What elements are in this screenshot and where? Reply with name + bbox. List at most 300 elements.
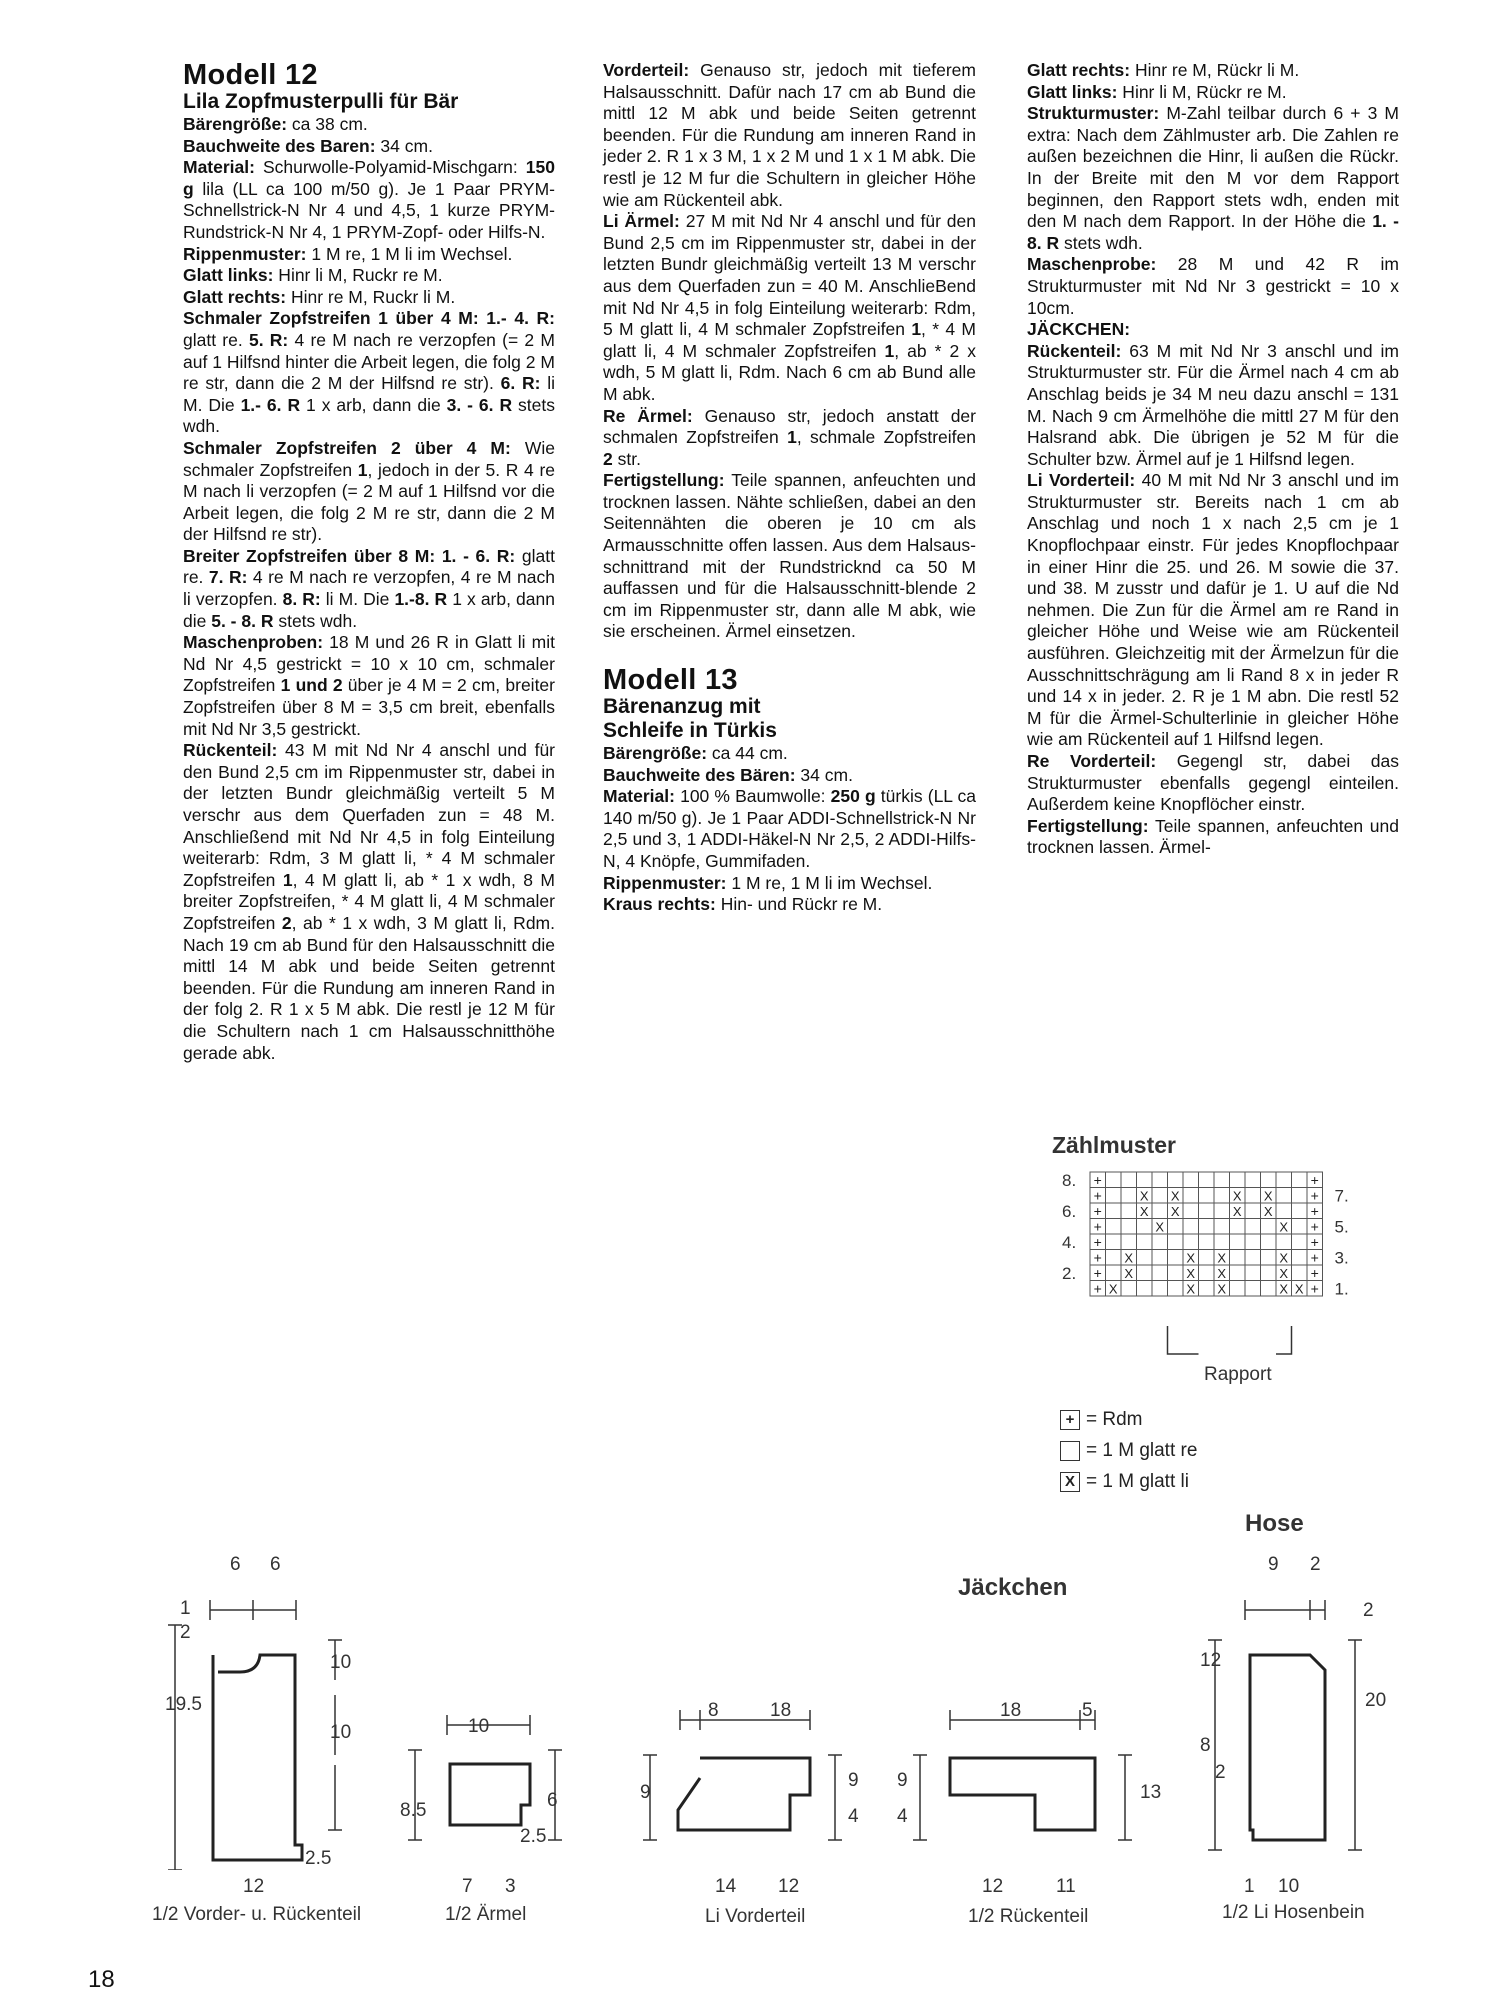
paragraph: [183, 740, 555, 1064]
chart-cell: [1106, 1234, 1122, 1250]
dim-label: 20: [1365, 1690, 1387, 1711]
edge-stitch-mark: +: [1093, 1171, 1102, 1188]
text-run: 28 M und 42 R im Strukturmuster mit Nd Nr 3 gestrickt = 10 x 10cm.: [1027, 254, 1399, 318]
chart-cell: [1137, 1281, 1153, 1297]
purl-stitch-mark: X: [1186, 1265, 1196, 1281]
chart-cell: [1261, 1281, 1277, 1297]
paragraph: [1027, 816, 1399, 859]
dim-label: 1: [180, 1598, 191, 1619]
term: Glatt links:: [183, 265, 274, 286]
purl-stitch-mark: X: [1279, 1265, 1289, 1281]
chart-cell: [1199, 1265, 1215, 1281]
chart-cell: [1106, 1188, 1122, 1204]
term: Schmaler Zopfstreifen 2 über 4 M:: [183, 437, 511, 458]
model-13-instructions: [1027, 60, 1399, 859]
term: Fertigstellung:: [1027, 815, 1149, 836]
chart-cell: [1292, 1250, 1308, 1266]
term: Rippenmuster:: [603, 872, 727, 893]
chart-cell: [1292, 1188, 1308, 1204]
paragraph: [183, 265, 555, 287]
chart-cell: [1276, 1188, 1292, 1204]
paragraph: [1027, 341, 1399, 471]
chart-cell: [1137, 1172, 1153, 1188]
dim-label: 12: [982, 1876, 1004, 1897]
text-run: Hinr re M, Rückr li M.: [1130, 60, 1300, 80]
chart-cell: [1152, 1234, 1168, 1250]
dim-label: 12: [243, 1876, 265, 1897]
chart-cell: [1276, 1203, 1292, 1219]
term: 7. R:: [208, 567, 248, 588]
dim-label: 8.5: [400, 1800, 427, 1821]
term: 150 g: [183, 157, 555, 199]
text-run: , * 4 M glatt li, 4 M schmaler Zopfstreifen: [603, 319, 976, 361]
dim-label: 13: [1140, 1782, 1162, 1803]
term: 8. R:: [282, 589, 321, 610]
term: Strukturmuster:: [1027, 103, 1160, 124]
chart-cell: [1183, 1188, 1199, 1204]
chart-cell: [1199, 1250, 1215, 1266]
model-12-subtitle: Lila Zopfmusterpulli für Bär: [183, 90, 459, 113]
edge-stitch-mark: +: [1310, 1280, 1319, 1297]
term: 3. - 6. R: [446, 394, 513, 415]
hose-title: Hose: [1245, 1510, 1304, 1537]
dim-label: 10: [330, 1722, 352, 1743]
edge-stitch-mark: +: [1310, 1202, 1319, 1219]
chart-cell: [1245, 1265, 1261, 1281]
chart-cell: [1276, 1234, 1292, 1250]
caption-left-front: Li Vorderteil: [705, 1906, 806, 1927]
model-13-subtitle: Bärenanzug mit Schleife in Türkis: [603, 695, 777, 743]
term: 5. - 8. R: [211, 610, 274, 631]
chart-cell: [1168, 1234, 1184, 1250]
paragraph: [603, 873, 976, 895]
purl-stitch-mark: X: [1232, 1203, 1242, 1219]
chart-cell: [1121, 1219, 1137, 1235]
term: 1. - 8. R: [1027, 211, 1399, 253]
dim-label: 10: [468, 1716, 490, 1737]
text-run: Genauso str, jedoch anstatt der schmalen Zopfstreifen: [603, 405, 976, 448]
chart-cell: [1214, 1188, 1230, 1204]
term: Bauchweite des Baren:: [183, 135, 376, 156]
term: 250 g: [830, 786, 876, 807]
term: Maschenprobe:: [1027, 254, 1157, 275]
term: Re Ärmel:: [603, 405, 693, 426]
purl-stitch-mark: X: [1279, 1219, 1289, 1235]
paragraph: [603, 60, 976, 211]
chart-cell: [1168, 1281, 1184, 1297]
chart-cell: [1261, 1265, 1277, 1281]
chart-cell: [1261, 1172, 1277, 1188]
dim-label: 12: [1200, 1650, 1222, 1671]
model-12-title: Modell 12: [183, 59, 318, 91]
edge-stitch-mark: +: [1093, 1264, 1102, 1281]
chart-cell: [1183, 1219, 1199, 1235]
edge-stitch-mark: +: [1310, 1249, 1319, 1266]
paragraph: [183, 632, 555, 740]
model-12-instructions: [183, 114, 555, 1064]
term: Rippenmuster:: [183, 243, 307, 264]
term: Rückenteil:: [183, 740, 278, 761]
term: 1.-8. R: [394, 589, 448, 610]
text-run: glatt re.: [183, 329, 249, 350]
caption-pant-leg: 1/2 Li Hosenbein: [1222, 1902, 1365, 1923]
chart-grid: [1062, 1171, 1349, 1354]
term: Material:: [183, 157, 255, 178]
text-run: Hin- und Rückr re M.: [715, 894, 883, 915]
model-13-materials: [603, 743, 976, 916]
chart-cell: [1152, 1250, 1168, 1266]
chart-cell: [1168, 1265, 1184, 1281]
edge-stitch-mark: +: [1093, 1233, 1102, 1250]
text-run: li M. Die: [183, 373, 555, 415]
term: 1: [911, 319, 922, 340]
text-run: über je 4 M = 2 cm, breiter Zopfstreifen über 8 M = 3,5 cm breit, ebenfalls mit Nd Nr 3,5 gestrickt.: [183, 675, 555, 739]
chart-cell: [1199, 1188, 1215, 1204]
dim-label: 11: [1056, 1876, 1076, 1897]
text-run: 4 re M nach re verzopfen, 4 re M nach li verzopfen.: [183, 567, 555, 610]
chart-cell: [1199, 1172, 1215, 1188]
column-3: [1027, 60, 1399, 859]
row-label-right: 3.: [1334, 1248, 1349, 1268]
dim-label: 4: [897, 1806, 908, 1827]
chart-cell: [1183, 1172, 1199, 1188]
chart-cell: [1230, 1219, 1246, 1235]
text-run: Genauso str, jedoch mit tieferem Halsausschnitt. Dafür nach 17 cm ab Bund die mittl 12 M abk und beide Seiten getrennt beenden. Für die Rundung am inneren Rand in jeder 2. R 1 x 3 M, 1 x 2 M und 1 x 1 M abk. Die restl je 12 M fur die Schultern in gleicher Höhe wie am Rückenteil abk.: [603, 60, 976, 210]
text-run: 63 M mit Nd Nr 3 anschl und im Strukturmuster str. Für die Ärmel nach 4 cm ab Anschlag beids je 34 M neu dazu anschl = 131 M. Nach 9 cm Ärmelhöhe die mittl 27 M für den Halsrand abk. Die übrigen je 52 M für die Schulter bzw. Ärmel auf je 1 Hilfsnd legen.: [1027, 340, 1399, 469]
caption-sleeve: 1/2 Ärmel: [445, 1904, 527, 1925]
text-run: stets wdh.: [183, 394, 555, 437]
purl-stitch-mark: X: [1279, 1281, 1289, 1297]
chart-cell: [1214, 1219, 1230, 1235]
legend-rdm: [1060, 1408, 1143, 1432]
text-run: Hinr li M, Ruckr re M.: [273, 265, 443, 286]
term: Bauchweite des Bären:: [603, 764, 796, 785]
dim-label: 3: [505, 1876, 516, 1897]
chart-cell: [1261, 1219, 1277, 1235]
chart-title: Zählmuster: [1052, 1132, 1176, 1158]
text-run: türkis (LL ca 140 m/50 g). Je 1 Paar ADDI-Schnellstrick-N Nr 2,5 und 3, 1 ADDI-Häkel-N Nr 2,5, 2 ADDI-Hilfs-N, 4 Knöpfe, Gummifaden.: [603, 786, 976, 871]
dim-label: 9: [897, 1770, 908, 1791]
purl-stitch-mark: X: [1170, 1188, 1180, 1204]
paragraph: [1027, 470, 1399, 751]
term: Fertigstellung:: [603, 470, 725, 491]
paragraph: [183, 546, 555, 632]
row-label-left: 6.: [1062, 1201, 1077, 1221]
chart-cell: [1292, 1172, 1308, 1188]
chart-cell: [1214, 1203, 1230, 1219]
term: Li Ärmel:: [603, 211, 680, 232]
term: 2: [281, 912, 292, 933]
chart-cell: [1106, 1203, 1122, 1219]
paragraph: [183, 157, 555, 243]
chart-cell: [1276, 1172, 1292, 1188]
sleeve-outline: [450, 1764, 530, 1825]
chart-cell: [1121, 1281, 1137, 1297]
chart-cell: [1137, 1234, 1153, 1250]
purl-stitch-mark: X: [1124, 1250, 1134, 1266]
chart-cell: [1230, 1172, 1246, 1188]
text-run: 27 M mit Nd Nr 4 anschl und für den Bund 2,5 cm im Rippenmuster str, dabei in der letzten Bundr gleichmäßig verteilt 13 M verschr aus dem Querfaden zun = 40 M. AnschlieBend mit Nd Nr 4,5 in folg Einteilung weiterarb: Rdm, 5 M glatt li, 4 M schmaler Zopfstreifen: [603, 211, 976, 340]
chart-cell: [1168, 1250, 1184, 1266]
text-run: str.: [612, 448, 641, 469]
chart-cell: [1168, 1172, 1184, 1188]
edge-stitch-mark: +: [1310, 1218, 1319, 1235]
row-label-right: 1.: [1334, 1279, 1349, 1299]
term: Glatt rechts:: [183, 286, 287, 307]
chart-cell: [1152, 1281, 1168, 1297]
dim-label: 9: [1268, 1554, 1279, 1575]
text-run: 34 cm.: [795, 764, 853, 785]
text-run: stets wdh.: [1059, 232, 1143, 253]
text-run: Teile spannen, anfeuchten und trocknen lassen. Ärmel-: [1027, 815, 1399, 858]
text-run: 18 M und 26 R in Glatt li mit Nd Nr 4,5 gestrickt = 10 x 10 cm, schmaler Zopfstreifen: [183, 632, 555, 696]
text-run: Gegengl str, dabei das Strukturmuster ebenfalls gegengl einteilen. Außerdem keine Knopflöcher einstr.: [1027, 751, 1400, 815]
purl-stitch-mark: X: [1217, 1265, 1227, 1281]
chart-cell: [1137, 1250, 1153, 1266]
row-label-left: 8.: [1062, 1170, 1077, 1190]
dim-label: 2: [180, 1622, 191, 1643]
text-run: li M. Die: [320, 589, 395, 610]
chart-cell: [1292, 1219, 1308, 1235]
chart-cell: [1199, 1203, 1215, 1219]
term: 2: [603, 448, 613, 469]
dim-label: 5: [1082, 1700, 1093, 1721]
text-run: Schurwolle-Polyamid-Mischgarn:: [254, 157, 526, 178]
text-run: glatt re.: [183, 545, 555, 588]
edge-stitch-mark: +: [1310, 1233, 1319, 1250]
row-label-right: 7.: [1334, 1186, 1349, 1206]
chart-cell: [1199, 1234, 1215, 1250]
text-run: 1 x arb, dann die: [183, 589, 555, 631]
paragraph: [603, 406, 976, 471]
edge-stitch-mark: +: [1310, 1264, 1319, 1281]
legend-knit: [1060, 1439, 1197, 1463]
text-run: Hinr li M, Rückr re M.: [1117, 81, 1287, 102]
term: 1: [884, 340, 895, 361]
dim-label: 8: [708, 1700, 719, 1721]
term: 6. R:: [500, 373, 541, 394]
paragraph: [1027, 103, 1399, 254]
legend-text: = 1 M glatt li: [1086, 1471, 1189, 1492]
term: Bärengröße:: [603, 743, 708, 764]
paragraph: [183, 136, 555, 158]
term: Glatt rechts:: [1027, 60, 1131, 80]
edge-stitch-mark: +: [1310, 1171, 1319, 1188]
chart-cell: [1230, 1234, 1246, 1250]
term: 1: [357, 459, 368, 480]
dim-label: 6: [230, 1554, 241, 1575]
page-number: 18: [88, 1966, 115, 1993]
left-front-outline: [678, 1758, 810, 1830]
column-1: [183, 60, 555, 1064]
purl-stitch-mark: X: [1232, 1188, 1242, 1204]
chart-cell: [1261, 1250, 1277, 1266]
back-outline: [950, 1758, 1095, 1830]
term: Li Vorderteil:: [1027, 470, 1136, 491]
legend-text: = 1 M glatt re: [1086, 1440, 1198, 1461]
term: 1 und 2: [280, 675, 343, 696]
text-run: M-Zahl teilbar durch 6 + 3 M extra: Nach dem Zählmuster arb. Die Zahlen re außen bezeichnen die Hinr, li außen die Rückr. In der Breite mit den M vor dem Rapport beginnen, den Rapport stets wdh, enden mit den M nach dem Rapport. In der Höhe die: [1027, 103, 1399, 232]
chart-cell: [1230, 1281, 1246, 1297]
chart-cell: [1121, 1172, 1137, 1188]
paragraph: [603, 765, 976, 787]
chart-cell: [1230, 1265, 1246, 1281]
chart-cell: [1183, 1234, 1199, 1250]
schematic-drawings: [0, 1540, 1500, 1870]
chart-cell: [1245, 1188, 1261, 1204]
chart-cell: [1292, 1265, 1308, 1281]
dim-label: 10: [330, 1652, 352, 1673]
paragraph: [183, 308, 555, 438]
jaeckchen-title: Jäckchen: [958, 1574, 1068, 1601]
text-run: , schmale Zopfstreifen: [796, 427, 977, 448]
purl-stitch-mark: X: [1186, 1281, 1196, 1297]
paragraph: [603, 786, 976, 872]
chart-cell: [1261, 1234, 1277, 1250]
text-run: 40 M mit Nd Nr 3 anschl und im Strukturmuster str. Bereits nach 1 cm ab Anschlag und noch 1 x nach 2,5 cm je 1 Knopflochpaar einstr. Für jedes Knopflochpaar in einer Hinr die 25. und 26. M sowie die 37. und 38. M zusstr und dafür je 1. U auf die Nd nehmen. Die Zun für die Ärmel am re Rand in gleicher Höhe und Weise wie am Rückenteil ausführen. Gleichzeitig mit der Ärmelzun für die Ausschnittschrägung am li Rand 8 x in jeder R und 14 x in jeder. 2. R je 1 M abn. Die restl 52 M für die Ärmel-Schulterlinie in gleicher Höhe wie am Rückenteil auf 1 Hilfsnd legen.: [1027, 470, 1400, 750]
edge-stitch-mark: +: [1093, 1202, 1102, 1219]
dim-label: 6: [270, 1554, 281, 1575]
term: Rückenteil:: [1027, 340, 1122, 361]
term: 5. R:: [248, 329, 289, 350]
caption-front-back: 1/2 Vorder- u. Rückenteil: [152, 1904, 362, 1925]
term: 1: [787, 427, 797, 448]
dim-label: 4: [848, 1806, 859, 1827]
paragraph: [1027, 60, 1399, 82]
paragraph: [1027, 751, 1399, 816]
row-label-right: 5.: [1334, 1217, 1349, 1237]
text-run: , ab * 1 x wdh, 3 M glatt li, Rdm. Nach 19 cm ab Bund für den Halsausschnitt die mittl 14 M abk und beide Seiten getrennt beenden. Für die Rundung am inneren Rand in der folg 2. R 1 x 5 M abk. Die restl je 12 M für die Schultern nach 1 cm Halsausschnitthöhe gerade abk.: [183, 912, 555, 1063]
dim-label: 12: [778, 1876, 800, 1897]
pant-leg-outline: [1250, 1655, 1325, 1840]
text-run: 1 M re, 1 M li im Wechsel.: [306, 243, 513, 264]
purl-stitch-mark: X: [1263, 1203, 1273, 1219]
chart-cell: [1199, 1219, 1215, 1235]
chart-cell: [1106, 1172, 1122, 1188]
text-run: lila (LL ca 100 m/50 g). Je 1 Paar PRYM-Schnellstrick-N Nr 4 und 4,5, 1 kurze PRYM-Rundstrick-N Nr 4, 1 PRYM-Zopf- oder Hilfs-N.: [183, 178, 555, 242]
chart-cell: [1245, 1250, 1261, 1266]
text-run: 100 % Baumwolle:: [674, 786, 831, 807]
text-run: 43 M mit Nd Nr 4 anschl und für den Bund 2,5 cm im Rippenmuster str, dabei in der letzten Bundr gleichmäßig verteilt 5 M verschr aus dem Querfaden zun = 48 M. Anschließend mit Nd Nr 4,5 in folg Einteilung weiterarb: Rdm, 3 M glatt li, * 4 M schmaler Zopfstreifen: [183, 740, 555, 890]
text-run: 34 cm.: [375, 135, 433, 156]
dim-label: 2: [1215, 1762, 1226, 1783]
rapport-bracket: [1168, 1326, 1292, 1354]
paragraph: [183, 287, 555, 309]
chart-cell: [1245, 1281, 1261, 1297]
chart-cell: [1168, 1219, 1184, 1235]
text-run: stets wdh.: [273, 610, 358, 631]
front-back-outline: [213, 1655, 302, 1860]
rapport-label: Rapport: [1204, 1364, 1272, 1385]
column-2: [603, 60, 976, 916]
chart-cell: [1152, 1188, 1168, 1204]
chart-cell: [1230, 1250, 1246, 1266]
dim-label: 10: [1278, 1876, 1300, 1897]
text-run: Wie schmaler Zopfstreifen: [183, 437, 556, 480]
chart-cell: [1106, 1219, 1122, 1235]
chart-cell: [1121, 1203, 1137, 1219]
term: Kraus rechts:: [603, 894, 716, 915]
chart-cell: [1152, 1203, 1168, 1219]
paragraph: [603, 894, 976, 916]
text-run: , 4 M glatt li, ab * 1 x wdh, 8 M breiter Zopfstreifen, * 4 M glatt li, 4 M schmaler Zopfstreifen: [183, 869, 555, 933]
term: Vorderteil:: [603, 60, 690, 80]
dim-label: 2: [1363, 1600, 1374, 1621]
purl-stitch-mark: X: [1279, 1250, 1289, 1266]
chart-cell: [1292, 1234, 1308, 1250]
chart-cell: [1214, 1172, 1230, 1188]
dim-label: 9: [848, 1770, 859, 1791]
dim-label: 14: [715, 1876, 737, 1897]
chart-cell: [1152, 1265, 1168, 1281]
row-label-left: 4.: [1062, 1232, 1077, 1252]
dim-label: 18: [770, 1700, 792, 1721]
term: 1.- 6. R: [240, 394, 301, 415]
term: Breiter Zopfstreifen über 8 M: 1. - 6. R:: [183, 545, 516, 566]
term: Schmaler Zopfstreifen 1 über 4 M: 1.- 4. R:: [183, 308, 555, 329]
model-12-instructions-continued: [603, 60, 976, 643]
term: JÄCKCHEN:: [1027, 319, 1131, 340]
edge-stitch-mark: +: [1093, 1187, 1102, 1204]
purl-stitch-mark: X: [1217, 1250, 1227, 1266]
chart-cell: [1137, 1265, 1153, 1281]
dim-label: 2: [1310, 1554, 1321, 1575]
dim-label: 7: [462, 1876, 473, 1897]
chart-cell: [1121, 1234, 1137, 1250]
purl-stitch-mark: X: [1294, 1281, 1304, 1297]
text-run: 1 x arb, dann die: [300, 394, 447, 415]
dim-label: 19.5: [165, 1694, 202, 1715]
chart-cell: [1199, 1281, 1215, 1297]
legend-purl: [1060, 1470, 1189, 1494]
knit-stitch-symbol: [1060, 1441, 1080, 1461]
row-label-left: 2.: [1062, 1263, 1077, 1283]
chart-cell: [1106, 1250, 1122, 1266]
chart-cell: [1245, 1172, 1261, 1188]
purl-stitch-mark: X: [1124, 1265, 1134, 1281]
edge-stitch-mark: +: [1093, 1218, 1102, 1235]
text-run: 4 re M nach re verzopfen (= 2 M auf 1 Hilfsnd hinter die Arbeit legen, die folg 2 M re str, dann die 2 M der Hilfsnd re str).: [183, 329, 555, 394]
term: Re Vorderteil:: [1027, 751, 1157, 771]
purl-stitch-mark: X: [1108, 1281, 1118, 1297]
chart-cell: [1106, 1265, 1122, 1281]
term: Glatt links:: [1027, 81, 1118, 102]
paragraph: [1027, 254, 1399, 319]
edge-stitch-mark: +: [1093, 1280, 1102, 1297]
model-13-title: Modell 13: [603, 664, 738, 697]
chart-cell: [1292, 1203, 1308, 1219]
purl-stitch-mark: X: [1170, 1203, 1180, 1219]
text-run: , jedoch in der 5. R 4 re M nach li verzopfen (= 2 M auf 1 Hilfsnd vor die Arbeit legen, die folg 2 M re str, dann die 2 M der Hilfsnd re str).: [183, 459, 555, 545]
dim-label: 1: [1244, 1876, 1255, 1897]
paragraph: [603, 743, 976, 765]
chart-cell: [1245, 1234, 1261, 1250]
term: 1: [282, 869, 293, 890]
stitch-chart: [1020, 1150, 1400, 1380]
text-run: 1 M re, 1 M li im Wechsel.: [726, 872, 933, 893]
term: Material:: [603, 786, 675, 807]
purl-stitch-mark: X: [1186, 1250, 1196, 1266]
edge-stitch-symbol: +: [1060, 1410, 1080, 1430]
legend-text: = Rdm: [1086, 1409, 1143, 1430]
chart-cell: [1183, 1203, 1199, 1219]
term: Bärengröße:: [183, 114, 288, 134]
paragraph: [1027, 319, 1399, 341]
text-run: ca 44 cm.: [707, 743, 788, 764]
purl-stitch-mark: X: [1139, 1203, 1149, 1219]
caption-back: 1/2 Rückenteil: [968, 1906, 1089, 1927]
chart-cell: [1245, 1203, 1261, 1219]
